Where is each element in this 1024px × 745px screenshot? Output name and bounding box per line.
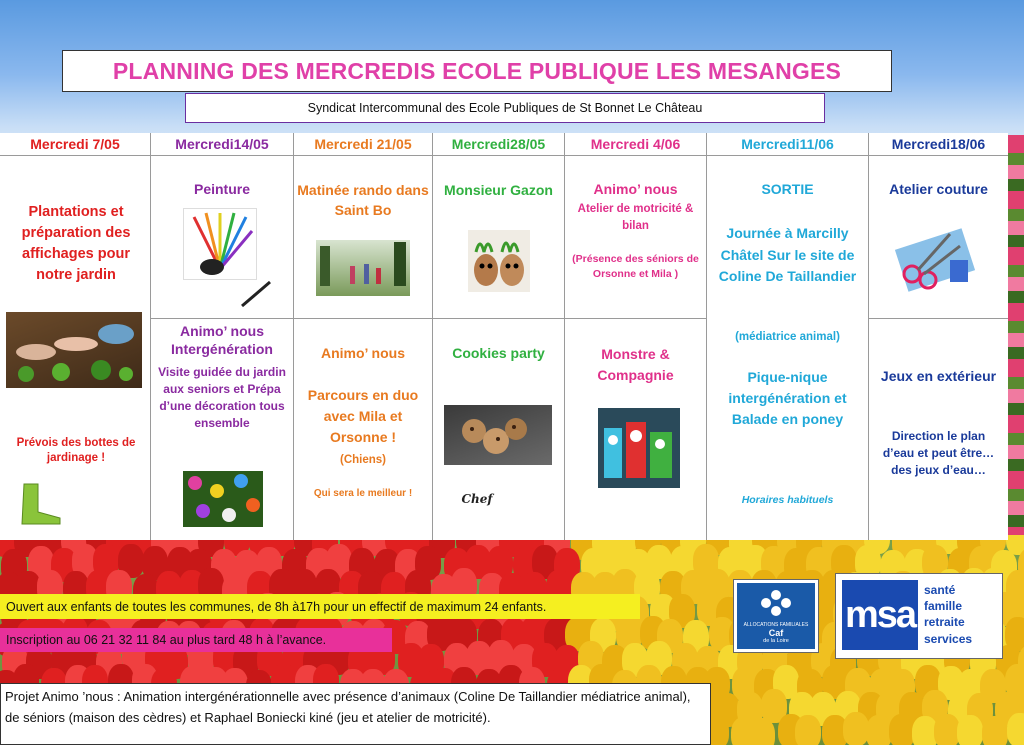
msa-text-block [924, 582, 998, 647]
activity-sortie: SORTIE [761, 181, 814, 197]
msa-line: famille [924, 599, 963, 614]
project-text: Projet Animo ’nous : Animation intergénérationnelle avec présence d’animaux (Coline De Taillandier médiatrice animal), de séniors (maison des cèdres) et Raphael Boniecki kiné (jeu et atelier de motricité). [5, 689, 691, 725]
tulip-decoration [843, 712, 869, 745]
gardening-hands-image [6, 312, 142, 388]
tulip-decoration [795, 715, 821, 745]
activity-rando: Matinée rando dans Saint Bo [297, 182, 429, 219]
chef-logo: Chef [461, 492, 493, 506]
row-divider [151, 318, 706, 319]
day-header-1 [0, 133, 150, 156]
caf-symbol-icon [756, 587, 796, 617]
activity-intergeneration-body: Visite guidée du jardin aux seniors et Prépa d’une décoration tous ensemble [158, 365, 286, 431]
activity-plantations: Plantations et préparation des affichages pour notre jardin [21, 204, 131, 284]
sewing-image [890, 224, 982, 294]
banner-inscription [0, 628, 392, 652]
hike-photo [316, 240, 410, 296]
tulip-decoration [889, 714, 915, 745]
project-description [0, 683, 711, 745]
garden-photo [6, 312, 142, 388]
msa-line: retraite [924, 615, 965, 630]
note-mediatrice: (médiatrice animal) [735, 331, 840, 343]
tulip-decoration [749, 718, 775, 745]
day-label: Mercredi28/05 [451, 136, 546, 152]
grass-head-image [468, 230, 530, 292]
flowers-decoration-image [183, 471, 263, 527]
day-label: Mercredi 21/05 [314, 136, 412, 152]
day-header-5 [565, 133, 706, 156]
activity-motricite-body: Atelier de motricité & bilan [577, 203, 694, 232]
row-divider [869, 318, 1008, 319]
cookies-photo [444, 405, 552, 465]
day-header-7 [869, 133, 1008, 156]
activity-couture: Atelier couture [889, 181, 988, 197]
day-label: Mercredi 4/06 [590, 136, 681, 152]
msa-line: santé [924, 583, 956, 597]
tulip-decoration [1007, 713, 1024, 745]
msa-letters: msa [842, 580, 918, 650]
day-label: Mercredi18/06 [891, 136, 986, 152]
note-chiens: (Chiens) [340, 454, 386, 466]
paintbrush-icon [240, 280, 274, 308]
caf-line2: Caf [768, 628, 784, 638]
page-title: PLANNING DES MERCREDIS ECOLE PUBLIQUE LES MESANGES [112, 57, 842, 84]
activity-parcours: Parcours en duo avec Mila et Orsonne ! [307, 387, 419, 445]
caf-line3: de la Loire [763, 638, 789, 644]
tulip-decoration [982, 716, 1008, 745]
note-meilleur: Qui sera le meilleur ! [313, 488, 413, 499]
activity-jeux-exterieur: Jeux en extérieur [880, 368, 997, 384]
msa-logo [835, 573, 1003, 659]
header-divider [0, 155, 1008, 156]
msa-line: services [924, 631, 973, 646]
day-header-6 [707, 133, 868, 156]
activity-animo-motricite-title: Animo’ nous [593, 181, 678, 197]
banner-ouvert-text: Ouvert aux enfants de toutes les communes, de 8h à17h pour un effectif de maximum 24 enfants. [6, 599, 547, 614]
activity-peinture: Peinture [193, 181, 250, 197]
day-header-3 [294, 133, 432, 156]
day-label: Mercredi 7/05 [30, 136, 120, 152]
activity-cookies: Cookies party [452, 345, 545, 361]
day-label: Mercredi14/05 [175, 136, 269, 152]
day-label: Mercredi11/06 [741, 136, 834, 152]
tulip-decoration [957, 715, 983, 745]
note-presence-seniors: (Présence des séniors de Orsonne et Mila ) [572, 253, 699, 281]
note-bottes: Prévois des bottes de jardinage ! [16, 437, 136, 464]
subtitle-box [185, 93, 825, 123]
day-header-2 [151, 133, 293, 156]
note-horaires: Horaires habituels [741, 494, 834, 506]
activity-animo-title: Animo’ nous [321, 345, 405, 361]
subtitle: Syndicat Intercommunal des Ecole Publiques de St Bonnet Le Château [307, 101, 703, 115]
activity-journee-marcilly: Journée à Marcilly Châtel Sur le site de Coline De Taillandier [718, 225, 857, 285]
monsters-craft-image [598, 408, 680, 488]
painting-image [183, 208, 257, 280]
activity-plan-eau: Direction le plan d’eau et peut être… des jeux d’eau… [882, 429, 995, 478]
caf-line1: ALLOCATIONS FAMILIALES [743, 622, 809, 628]
day-header-4 [433, 133, 564, 156]
activity-pique-nique: Pique-nique intergénération et Balade en poney [728, 369, 847, 427]
activity-intergeneration-title: Animo’ nous Intergénération [171, 323, 273, 358]
activity-monstre: Monstre & Compagnie [597, 346, 674, 383]
banner-ouvert [0, 594, 640, 619]
caf-logo [733, 579, 819, 653]
activity-monsieur-gazon: Monsieur Gazon [444, 182, 553, 198]
boot-icon [16, 482, 64, 526]
banner-inscription-text: Inscription au 06 21 32 11 84 au plus tard 48 h à l’avance. [6, 633, 327, 647]
page-title-box [62, 50, 892, 92]
